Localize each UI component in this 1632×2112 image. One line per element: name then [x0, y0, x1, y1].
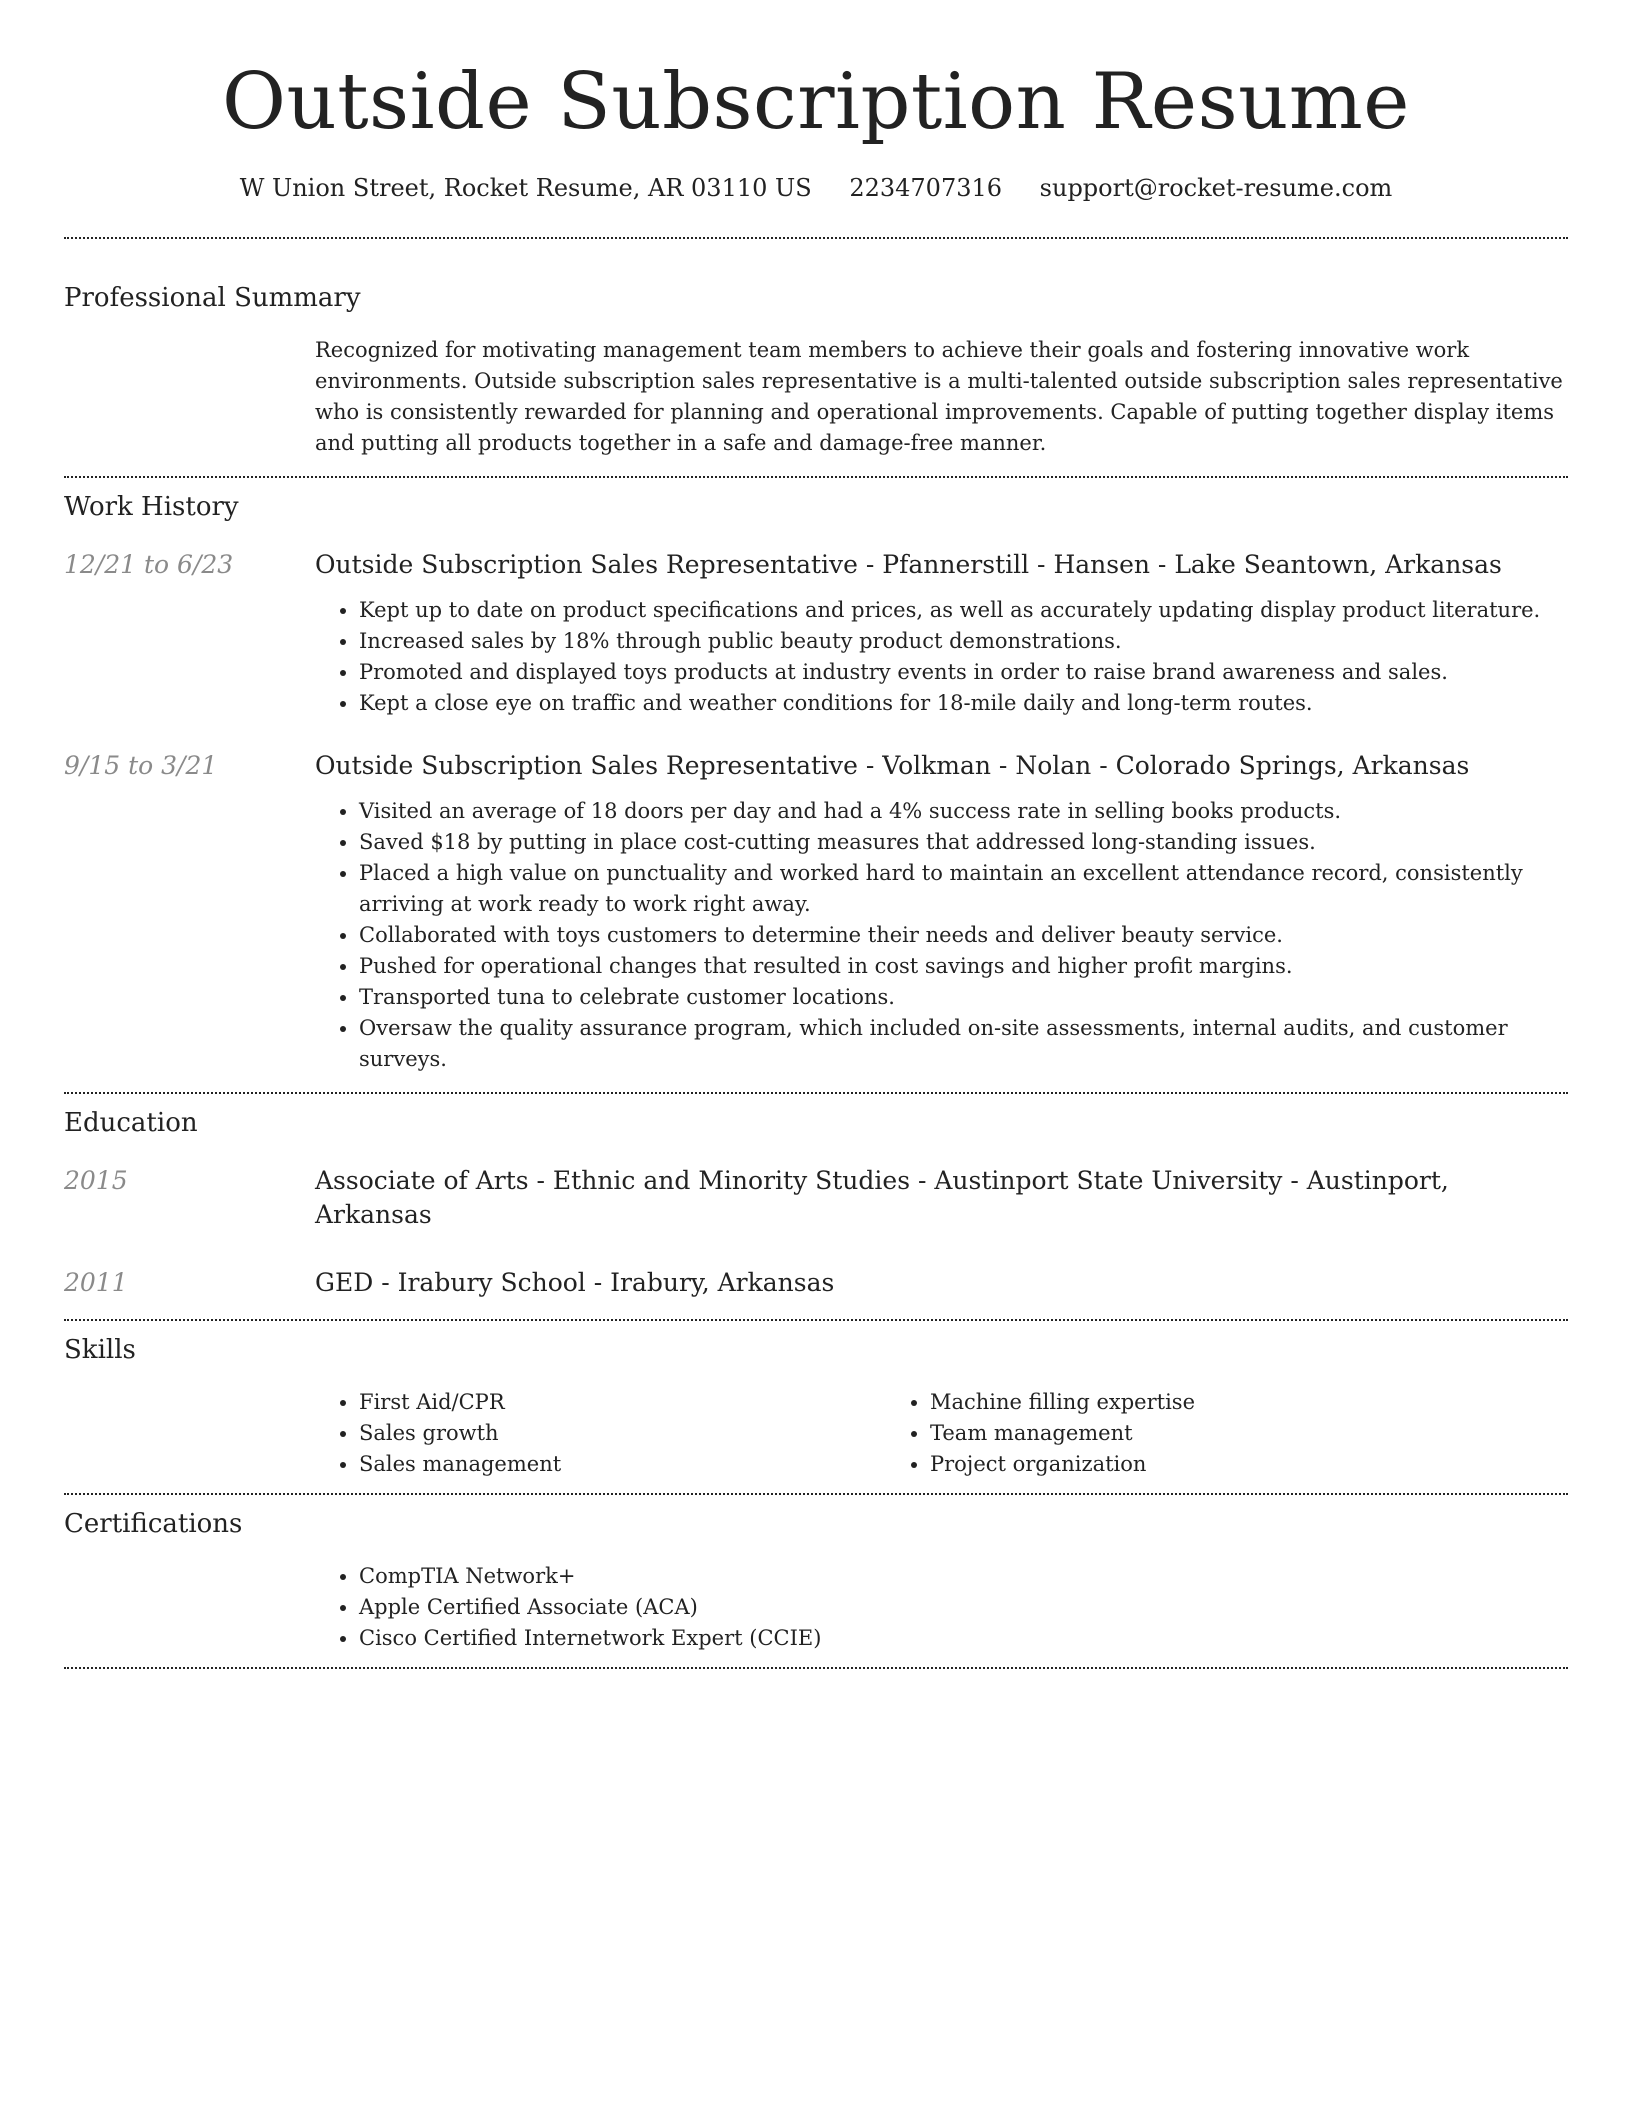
section-title-summary: Professional Summary — [64, 283, 361, 313]
list-item: • Collaborated with toys customers to determine their needs and deliver beauty service. — [359, 920, 1568, 951]
contact-line — [64, 170, 1568, 206]
divider — [64, 1319, 1568, 1321]
list-item: • Sales growth — [359, 1418, 886, 1449]
work-history-section — [64, 490, 1568, 1075]
list-item: • Kept up to date on product specifications and prices, as well as accurately updating display product literature. — [359, 595, 1568, 626]
contact-email: support@rocket-resume.com — [1039, 174, 1393, 202]
list-item: • Placed a high value on punctuality and worked hard to maintain an excellent attendance record, consistently arriving at work ready to work right away. — [359, 858, 1568, 920]
list-item: • Cisco Certified Internetwork Expert (CCIE) — [359, 1623, 1568, 1654]
list-item: • Team management — [930, 1418, 1457, 1449]
list-item: • CompTIA Network+ — [359, 1561, 1568, 1592]
list-item: • Kept a close eye on traffic and weather conditions for 18-mile daily and long-term routes. — [359, 688, 1568, 719]
list-item: • Sales management — [359, 1449, 886, 1480]
education-section — [64, 1106, 1568, 1300]
contact-phone: 2234707316 — [849, 174, 1003, 202]
list-item: • Oversaw the quality assurance program, which included on-site assessments, internal audits, and customer surveys. — [359, 1013, 1568, 1075]
job-bullets — [315, 595, 1568, 719]
job-header — [64, 749, 1568, 783]
job-entry — [64, 749, 1568, 1075]
education-detail: Associate of Arts - Ethnic and Minority Studies - Austinport State University - Austinport, Arkansas — [315, 1166, 1449, 1229]
job-entry — [64, 548, 1568, 719]
list-item: • Increased sales by 18% through public beauty product demonstrations. — [359, 626, 1568, 657]
list-item: • First Aid/CPR — [359, 1387, 886, 1418]
job-dates: 9/15 to 3/21 — [64, 751, 218, 780]
education-entry — [64, 1266, 1568, 1300]
contact-address: W Union Street, Rocket Resume, AR 03110 US — [239, 174, 812, 202]
summary-text: Recognized for motivating management team members to achieve their goals and fostering innovative work environments. Outside subscription sales representative is a multi-talented outside subscription sales representative who is consistently rewarded for planning and operational improvements. Capable of putting together display items and putting all products together in a safe and damage-free manner. — [315, 338, 1563, 455]
job-dates: 12/21 to 6/23 — [64, 550, 234, 579]
divider — [64, 1092, 1568, 1094]
list-item: • Transported tuna to celebrate customer locations. — [359, 982, 1568, 1013]
skills-section — [64, 1333, 1568, 1480]
job-title: Outside Subscription Sales Representative - Pfannerstill - Hansen - Lake Seantown, Arkansas — [315, 550, 1502, 579]
skills-column-left — [315, 1387, 886, 1480]
education-entry — [64, 1164, 1568, 1232]
divider — [64, 1667, 1568, 1669]
section-title-certifications: Certifications — [64, 1509, 243, 1539]
summary-section — [64, 281, 1568, 459]
education-detail: GED - Irabury School - Irabury, Arkansas — [315, 1268, 835, 1297]
list-item: • Saved $18 by putting in place cost-cutting measures that addressed long-standing issues. — [359, 827, 1568, 858]
section-title-education: Education — [64, 1108, 198, 1138]
list-item: • Project organization — [930, 1449, 1457, 1480]
resume-name: Outside Subscription Resume — [222, 57, 1410, 147]
list-item: • Visited an average of 18 doors per day and had a 4% success rate in selling books products. — [359, 796, 1568, 827]
list-item: • Machine filling expertise — [930, 1387, 1457, 1418]
list-item: • Promoted and displayed toys products at industry events in order to raise brand awareness and sales. — [359, 657, 1568, 688]
certifications-section — [64, 1507, 1568, 1654]
certifications-list — [315, 1561, 1568, 1654]
education-year: 2011 — [64, 1268, 128, 1297]
divider — [64, 1493, 1568, 1495]
list-item: • Pushed for operational changes that resulted in cost savings and higher profit margins. — [359, 951, 1568, 982]
skills-grid — [315, 1387, 1568, 1480]
resume-page — [64, 0, 1568, 1669]
skills-column-right — [886, 1387, 1457, 1480]
job-title: Outside Subscription Sales Representative - Volkman - Nolan - Colorado Springs, Arkansas — [315, 751, 1470, 780]
job-bullets — [315, 796, 1568, 1075]
divider — [64, 476, 1568, 478]
education-year: 2015 — [64, 1166, 128, 1195]
list-item: • Apple Certified Associate (ACA) — [359, 1592, 1568, 1623]
divider — [64, 237, 1568, 239]
job-header — [64, 548, 1568, 582]
section-title-skills: Skills — [64, 1335, 136, 1365]
section-title-work-history: Work History — [64, 492, 239, 522]
